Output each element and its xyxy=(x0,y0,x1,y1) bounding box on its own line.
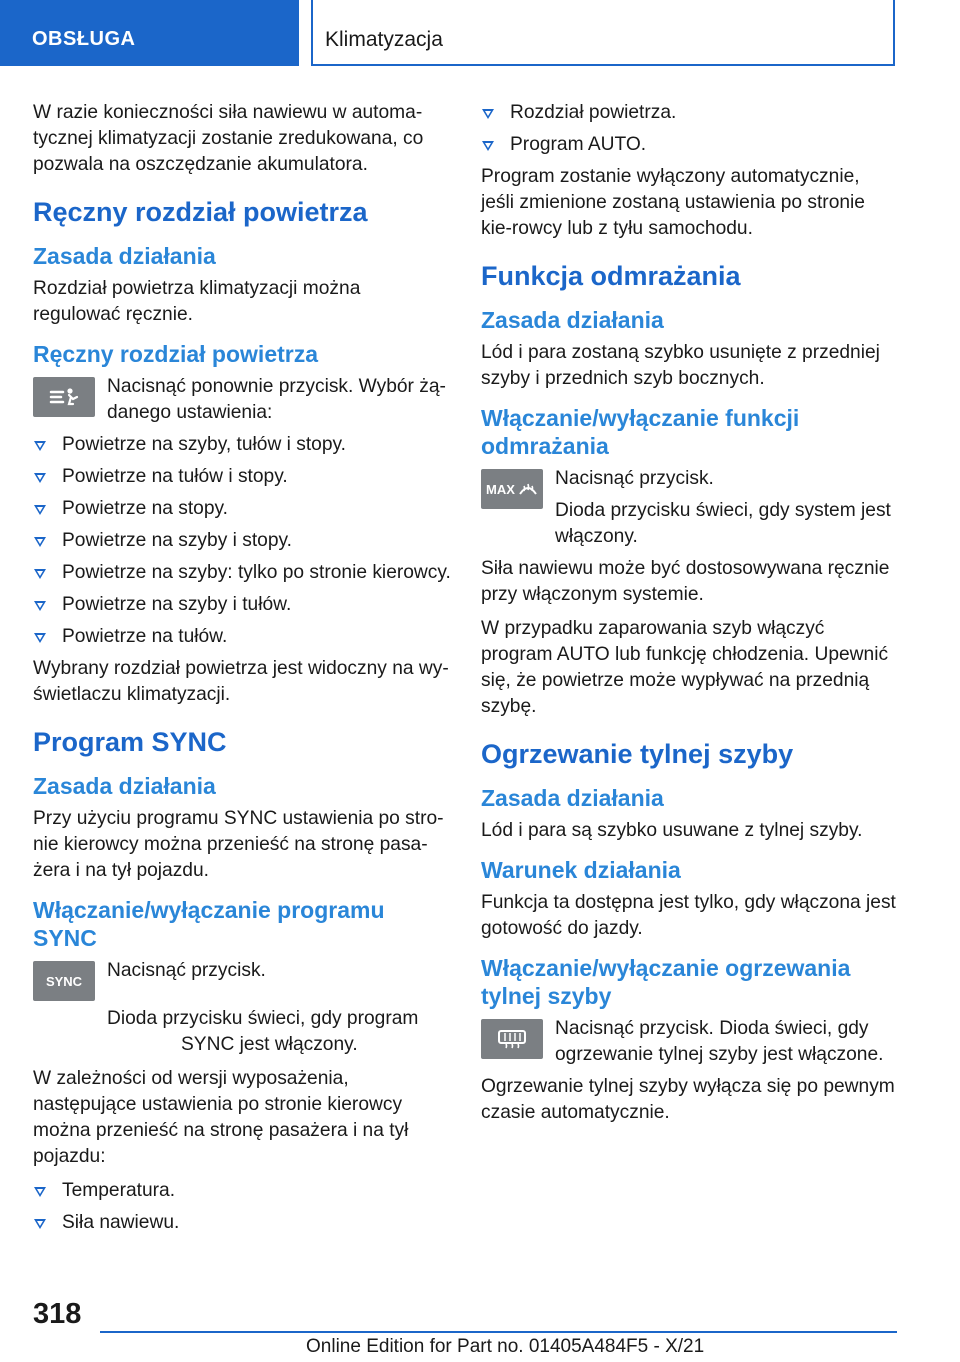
subheading-principle: Zasada działania xyxy=(481,785,664,811)
triangle-bullet-icon xyxy=(34,1219,46,1229)
defrost-led-text: Dioda przycisku świeci, gdy system jest włączony. xyxy=(555,500,891,547)
list-item: Powietrze na szyby: tylko po stronie kierowcy. xyxy=(33,560,453,586)
sync-instruction xyxy=(33,958,453,1002)
chapter-box xyxy=(311,0,895,66)
max-defrost-button-icon: MAX xyxy=(481,469,543,509)
list-item: Powietrze na tułów i stopy. xyxy=(33,464,453,490)
heading-manual-distribution: Ręczny rozdział powietrza xyxy=(33,197,368,227)
section-tab xyxy=(0,0,299,66)
subheading-principle: Zasada działania xyxy=(33,773,216,799)
triangle-bullet-icon xyxy=(34,441,46,451)
triangle-bullet-icon xyxy=(482,109,494,119)
section-label: OBSŁUGA xyxy=(32,28,136,50)
sync-settings-list-continued xyxy=(481,100,897,158)
page-header xyxy=(0,0,960,66)
fogging-paragraph: W przypadku zaparowania szyb włączyć program AUTO lub funkcję chłodzenia. Upewnić się, że powietrze może wypływać na przednią szybę. xyxy=(481,618,889,717)
subheading-defrost-toggle: Włączanie/wyłączanie funkcji odmrażania xyxy=(481,405,800,459)
sync-led-text: Dioda przycisku świeci, gdy program SYNC jest włączony. xyxy=(107,1008,419,1055)
heading-defrost: Funkcja odmrażania xyxy=(481,261,741,291)
right-column xyxy=(481,100,897,1134)
list-item: Powietrze na tułów. xyxy=(33,624,453,650)
chapter-title: Klimatyzacja xyxy=(325,28,443,51)
sync-principle-paragraph: Przy użyciu programu SYNC ustawienia po stro-nie kierowcy można przenieść na stronę pasa-żera i na tył pojazdu. xyxy=(33,808,444,881)
edition-note: Online Edition for Part no. 01405A484F5 - X/21 xyxy=(306,1336,705,1357)
list-item: Rozdział powietrza. xyxy=(481,100,897,126)
footer-divider xyxy=(100,1331,897,1333)
list-item: Temperatura. xyxy=(33,1178,453,1204)
list-item: Powietrze na szyby i tułów. xyxy=(33,592,453,618)
left-column xyxy=(33,100,453,1242)
triangle-bullet-icon xyxy=(34,569,46,579)
condition-paragraph: Funkcja ta dostępna jest tylko, gdy włączona jest gotowość do jazdy. xyxy=(481,892,896,939)
triangle-bullet-icon xyxy=(34,1187,46,1197)
sync-press-text: Nacisnąć przycisk. xyxy=(107,960,266,981)
rear-press-text: Nacisnąć przycisk. Dioda świeci, gdy ogrzewanie tylnej szyby jest włączone. xyxy=(555,1018,884,1065)
principle-paragraph: Rozdział powietrza klimatyzacji można regulować ręcznie. xyxy=(33,278,361,325)
subheading-principle: Zasada działania xyxy=(33,243,216,269)
air-distribution-button-icon xyxy=(33,377,95,417)
display-paragraph: Wybrany rozdział powietrza jest widoczny na wy-świetlaczu klimatyzacji. xyxy=(33,658,449,705)
rear-off-paragraph: Ogrzewanie tylnej szyby wyłącza się po pewnym czasie automatycznie. xyxy=(481,1076,895,1123)
heading-sync-program: Program SYNC xyxy=(33,727,227,757)
triangle-bullet-icon xyxy=(34,505,46,515)
triangle-bullet-icon xyxy=(34,473,46,483)
intro-paragraph: W razie konieczności siła nawiewu w automa-tycznej klimatyzacji zostanie zredukowana, co pozwala na oszczędzanie akumulatora. xyxy=(33,102,424,175)
air-distribution-instruction xyxy=(33,374,453,426)
sync-settings-list xyxy=(33,1178,453,1236)
subheading-condition: Warunek działania xyxy=(481,857,681,883)
triangle-bullet-icon xyxy=(34,537,46,547)
list-item: Powietrze na szyby, tułów i stopy. xyxy=(33,432,453,458)
defrost-instruction xyxy=(481,466,897,550)
rear-principle-paragraph: Lód i para są szybko usuwane z tylnej szyby. xyxy=(481,820,863,841)
triangle-bullet-icon xyxy=(34,633,46,643)
list-item: Program AUTO. xyxy=(481,132,897,158)
rear-heating-instruction xyxy=(481,1016,897,1068)
triangle-bullet-icon xyxy=(34,601,46,611)
subheading-sync-toggle: Włączanie/wyłączanie programu SYNC xyxy=(33,897,385,951)
fan-paragraph: Siła nawiewu może być dostosowywana ręcznie przy włączonym systemie. xyxy=(481,558,890,605)
defrost-principle-paragraph: Lód i para zostaną szybko usunięte z przedniej szyby i przednich szyb bocznych. xyxy=(481,342,880,389)
list-item: Powietrze na szyby i stopy. xyxy=(33,528,453,554)
defrost-press-text: Nacisnąć przycisk. xyxy=(555,468,714,489)
rear-window-heating-button-icon xyxy=(481,1019,543,1059)
subheading-rear-toggle: Włączanie/wyłączanie ogrzewania tylnej szyby xyxy=(481,955,851,1009)
auto-off-paragraph: Program zostanie wyłączony automatycznie, jeśli zmienione zostaną ustawienia po stronie kie-rowcy lub z tyłu samochodu. xyxy=(481,166,865,239)
air-distribution-press-text: Nacisnąć ponownie przycisk. Wybór żą-danego ustawienia: xyxy=(107,376,446,423)
page-number: 318 xyxy=(33,1298,82,1330)
air-distribution-list xyxy=(33,432,453,650)
subheading-manual-distribution: Ręczny rozdział powietrza xyxy=(33,341,319,367)
subheading-principle: Zasada działania xyxy=(481,307,664,333)
list-item: Siła nawiewu. xyxy=(33,1210,453,1236)
triangle-bullet-icon xyxy=(482,141,494,151)
list-item: Powietrze na stopy. xyxy=(33,496,453,522)
heading-rear-window-heating: Ogrzewanie tylnej szyby xyxy=(481,739,794,769)
sync-transfer-paragraph: W zależności od wersji wyposażenia, następujące ustawienia po stronie kierowcy można przenieść na stronę pasażera i na tył pojazdu: xyxy=(33,1068,409,1167)
sync-button-icon: SYNC xyxy=(33,961,95,1001)
